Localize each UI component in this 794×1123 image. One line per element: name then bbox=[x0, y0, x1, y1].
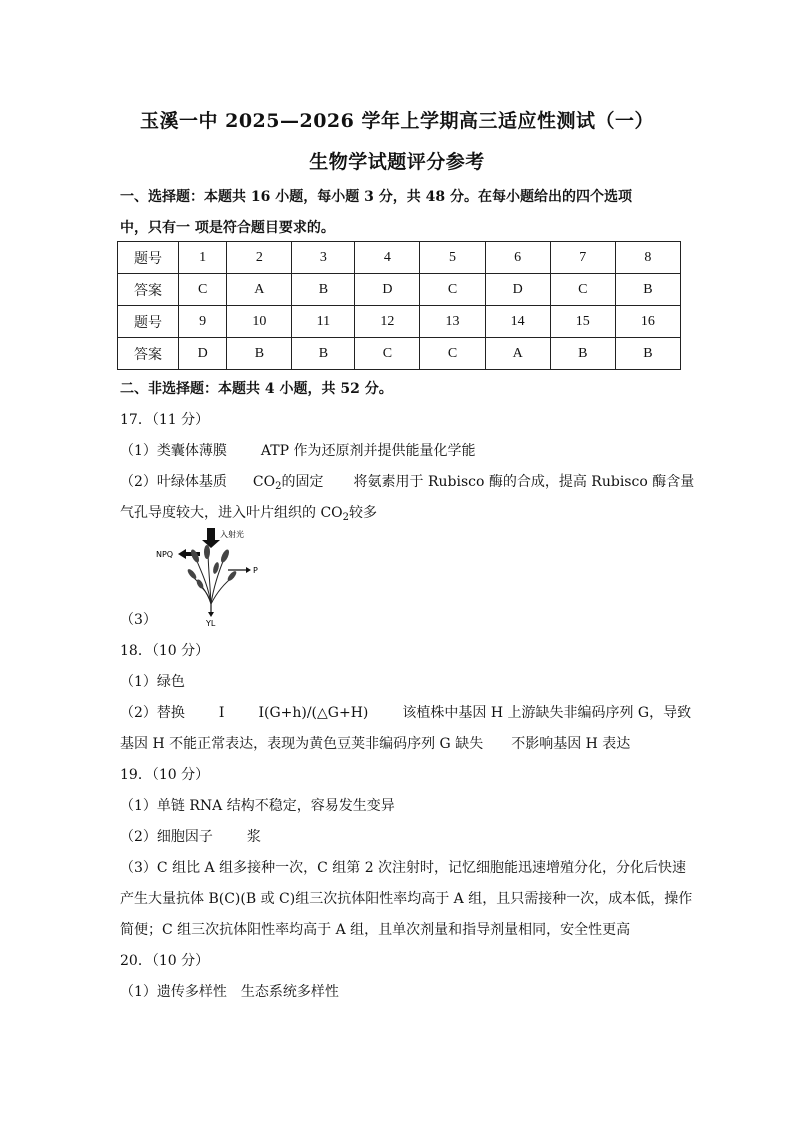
page-title: 玉溪一中 2025—2026 学年上学期高三适应性测试（一） bbox=[140, 110, 654, 132]
answer-cell: C bbox=[550, 274, 615, 306]
answer-cell: C bbox=[355, 338, 420, 370]
question-number: 14 bbox=[485, 306, 550, 338]
question-number: 3 bbox=[292, 242, 355, 274]
answer-text: I(G+h)/(△G+H) bbox=[258, 705, 369, 721]
question-number: 16 bbox=[615, 306, 680, 338]
answer-text: 叶绿体基质 bbox=[156, 474, 227, 490]
q19-answer-1: （1）单链 RNA 结构不稳定，容易发生变异 bbox=[120, 798, 395, 814]
q17-answer-2-cont bbox=[120, 502, 680, 522]
q19-answer-2 bbox=[120, 826, 680, 846]
q18-answer-1: （1）绿色 bbox=[120, 674, 185, 690]
question-number: 12 bbox=[355, 306, 420, 338]
q18-answer-2 bbox=[120, 702, 692, 722]
plant-leaves-icon bbox=[186, 545, 238, 590]
q19-answer-3-line2: 产生大量抗体 B(C)(B 或 C)组三次抗体阳性率均高于 A 组，且只需接种一次，成本低，操作 bbox=[120, 891, 693, 907]
question-number: 1 bbox=[179, 242, 227, 274]
plant-diagram bbox=[150, 524, 270, 628]
table-row bbox=[118, 306, 681, 338]
answer-cell: B bbox=[550, 338, 615, 370]
answer-text: 较多 bbox=[349, 505, 378, 521]
q19-answer-3-line3: 简便；C 组三次抗体阳性率均高于 A 组，且单次剂量和指导剂量相同，安全性更高 bbox=[120, 922, 631, 938]
answer-text: 将氨素用于 Rubisco 酶的合成，提高 Rubisco 酶含量 bbox=[353, 474, 695, 490]
answer-number: （2） bbox=[120, 829, 157, 845]
answer-cell: B bbox=[615, 338, 680, 370]
table-row bbox=[118, 274, 681, 306]
question-number: 10 bbox=[227, 306, 292, 338]
section2-heading: 二、非选择题：本题共 4 小题，共 52 分。 bbox=[120, 381, 393, 397]
page-subtitle: 生物学试题评分参考 bbox=[309, 151, 485, 173]
answer-cell: B bbox=[615, 274, 680, 306]
q17-answer-3-number: （3） bbox=[120, 612, 157, 628]
p-label: P bbox=[253, 566, 258, 575]
row-label: 答案 bbox=[118, 338, 179, 370]
question-number: 6 bbox=[485, 242, 550, 274]
row-label: 答案 bbox=[118, 274, 179, 306]
question-number: 2 bbox=[227, 242, 292, 274]
answer-text: 的固定 bbox=[281, 474, 324, 490]
question-number: 5 bbox=[420, 242, 485, 274]
question-number: 8 bbox=[615, 242, 680, 274]
answer-cell: B bbox=[292, 338, 355, 370]
row-label: 题号 bbox=[118, 306, 179, 338]
answer-cell: D bbox=[355, 274, 420, 306]
q20-header: 20．（10 分） bbox=[120, 953, 210, 969]
answer-number: （1） bbox=[120, 443, 157, 459]
q17-answer-2 bbox=[120, 471, 695, 492]
answer-cell: B bbox=[227, 338, 292, 370]
answer-text: 气孔导度较大，进入叶片组织的 CO bbox=[120, 505, 343, 521]
yl-label: YL bbox=[206, 619, 216, 628]
answer-text: 基因 H 不能正常表达，表现为黄色豆荚非编码序列 G 缺失 bbox=[120, 736, 484, 752]
question-number: 4 bbox=[355, 242, 420, 274]
question-number: 9 bbox=[179, 306, 227, 338]
q17-answer-1 bbox=[120, 440, 680, 460]
co2-subscript: 2 bbox=[342, 512, 350, 523]
table-row bbox=[118, 242, 681, 274]
answer-table bbox=[117, 241, 681, 370]
q19-header: 19．（10 分） bbox=[120, 767, 210, 783]
answer-number: （1） bbox=[120, 984, 157, 1000]
q18-header: 18．（10 分） bbox=[120, 643, 210, 659]
q17-header: 17．（11 分） bbox=[120, 412, 210, 428]
answer-text: I bbox=[218, 705, 225, 721]
answer-cell: D bbox=[179, 338, 227, 370]
answer-cell: C bbox=[420, 338, 485, 370]
q18-answer-2-cont bbox=[120, 733, 680, 753]
answer-text: 不影响基因 H 表达 bbox=[511, 736, 631, 752]
answer-text: ATP 作为还原剂并提供能量化学能 bbox=[260, 443, 476, 459]
npq-label: NPQ bbox=[156, 550, 174, 559]
answer-text: 遗传多样性 bbox=[156, 984, 227, 1000]
question-number: 7 bbox=[550, 242, 615, 274]
answer-text: 细胞因子 bbox=[156, 829, 213, 845]
row-label: 题号 bbox=[118, 242, 179, 274]
question-number: 15 bbox=[550, 306, 615, 338]
answer-cell: A bbox=[227, 274, 292, 306]
answer-text: 替换 bbox=[156, 705, 185, 721]
section1-line2: 中，只有一 项是符合题目要求的。 bbox=[120, 220, 335, 236]
incident-light-label: 入射光 bbox=[220, 530, 244, 539]
section1-line1: 一、选择题：本题共 16 小题，每小题 3 分，共 48 分。在每小题给出的四个选项 bbox=[120, 189, 632, 205]
answer-cell: C bbox=[179, 274, 227, 306]
question-number: 11 bbox=[292, 306, 355, 338]
answer-text: 生态系统多样性 bbox=[240, 984, 339, 1000]
co2-subscript: 2 bbox=[275, 481, 282, 492]
answer-number: （2） bbox=[120, 474, 157, 490]
answer-text: 类囊体薄膜 bbox=[156, 443, 227, 459]
answer-cell: D bbox=[485, 274, 550, 306]
q20-answer-1 bbox=[120, 981, 680, 1001]
question-number: 13 bbox=[420, 306, 485, 338]
answer-text: 浆 bbox=[246, 829, 261, 845]
answer-text: 该植株中基因 H 上游缺失非编码序列 G，导致 bbox=[402, 705, 692, 721]
q19-answer-3-line1: （3）C 组比 A 组多接种一次，C 组第 2 次注射时，记忆细胞能迅速增殖分化，分化后快速 bbox=[120, 860, 687, 876]
answer-cell: C bbox=[420, 274, 485, 306]
co2-text: CO bbox=[252, 474, 276, 490]
answer-number: （2） bbox=[120, 705, 157, 721]
table-row bbox=[118, 338, 681, 370]
answer-cell: A bbox=[485, 338, 550, 370]
answer-cell: B bbox=[292, 274, 355, 306]
